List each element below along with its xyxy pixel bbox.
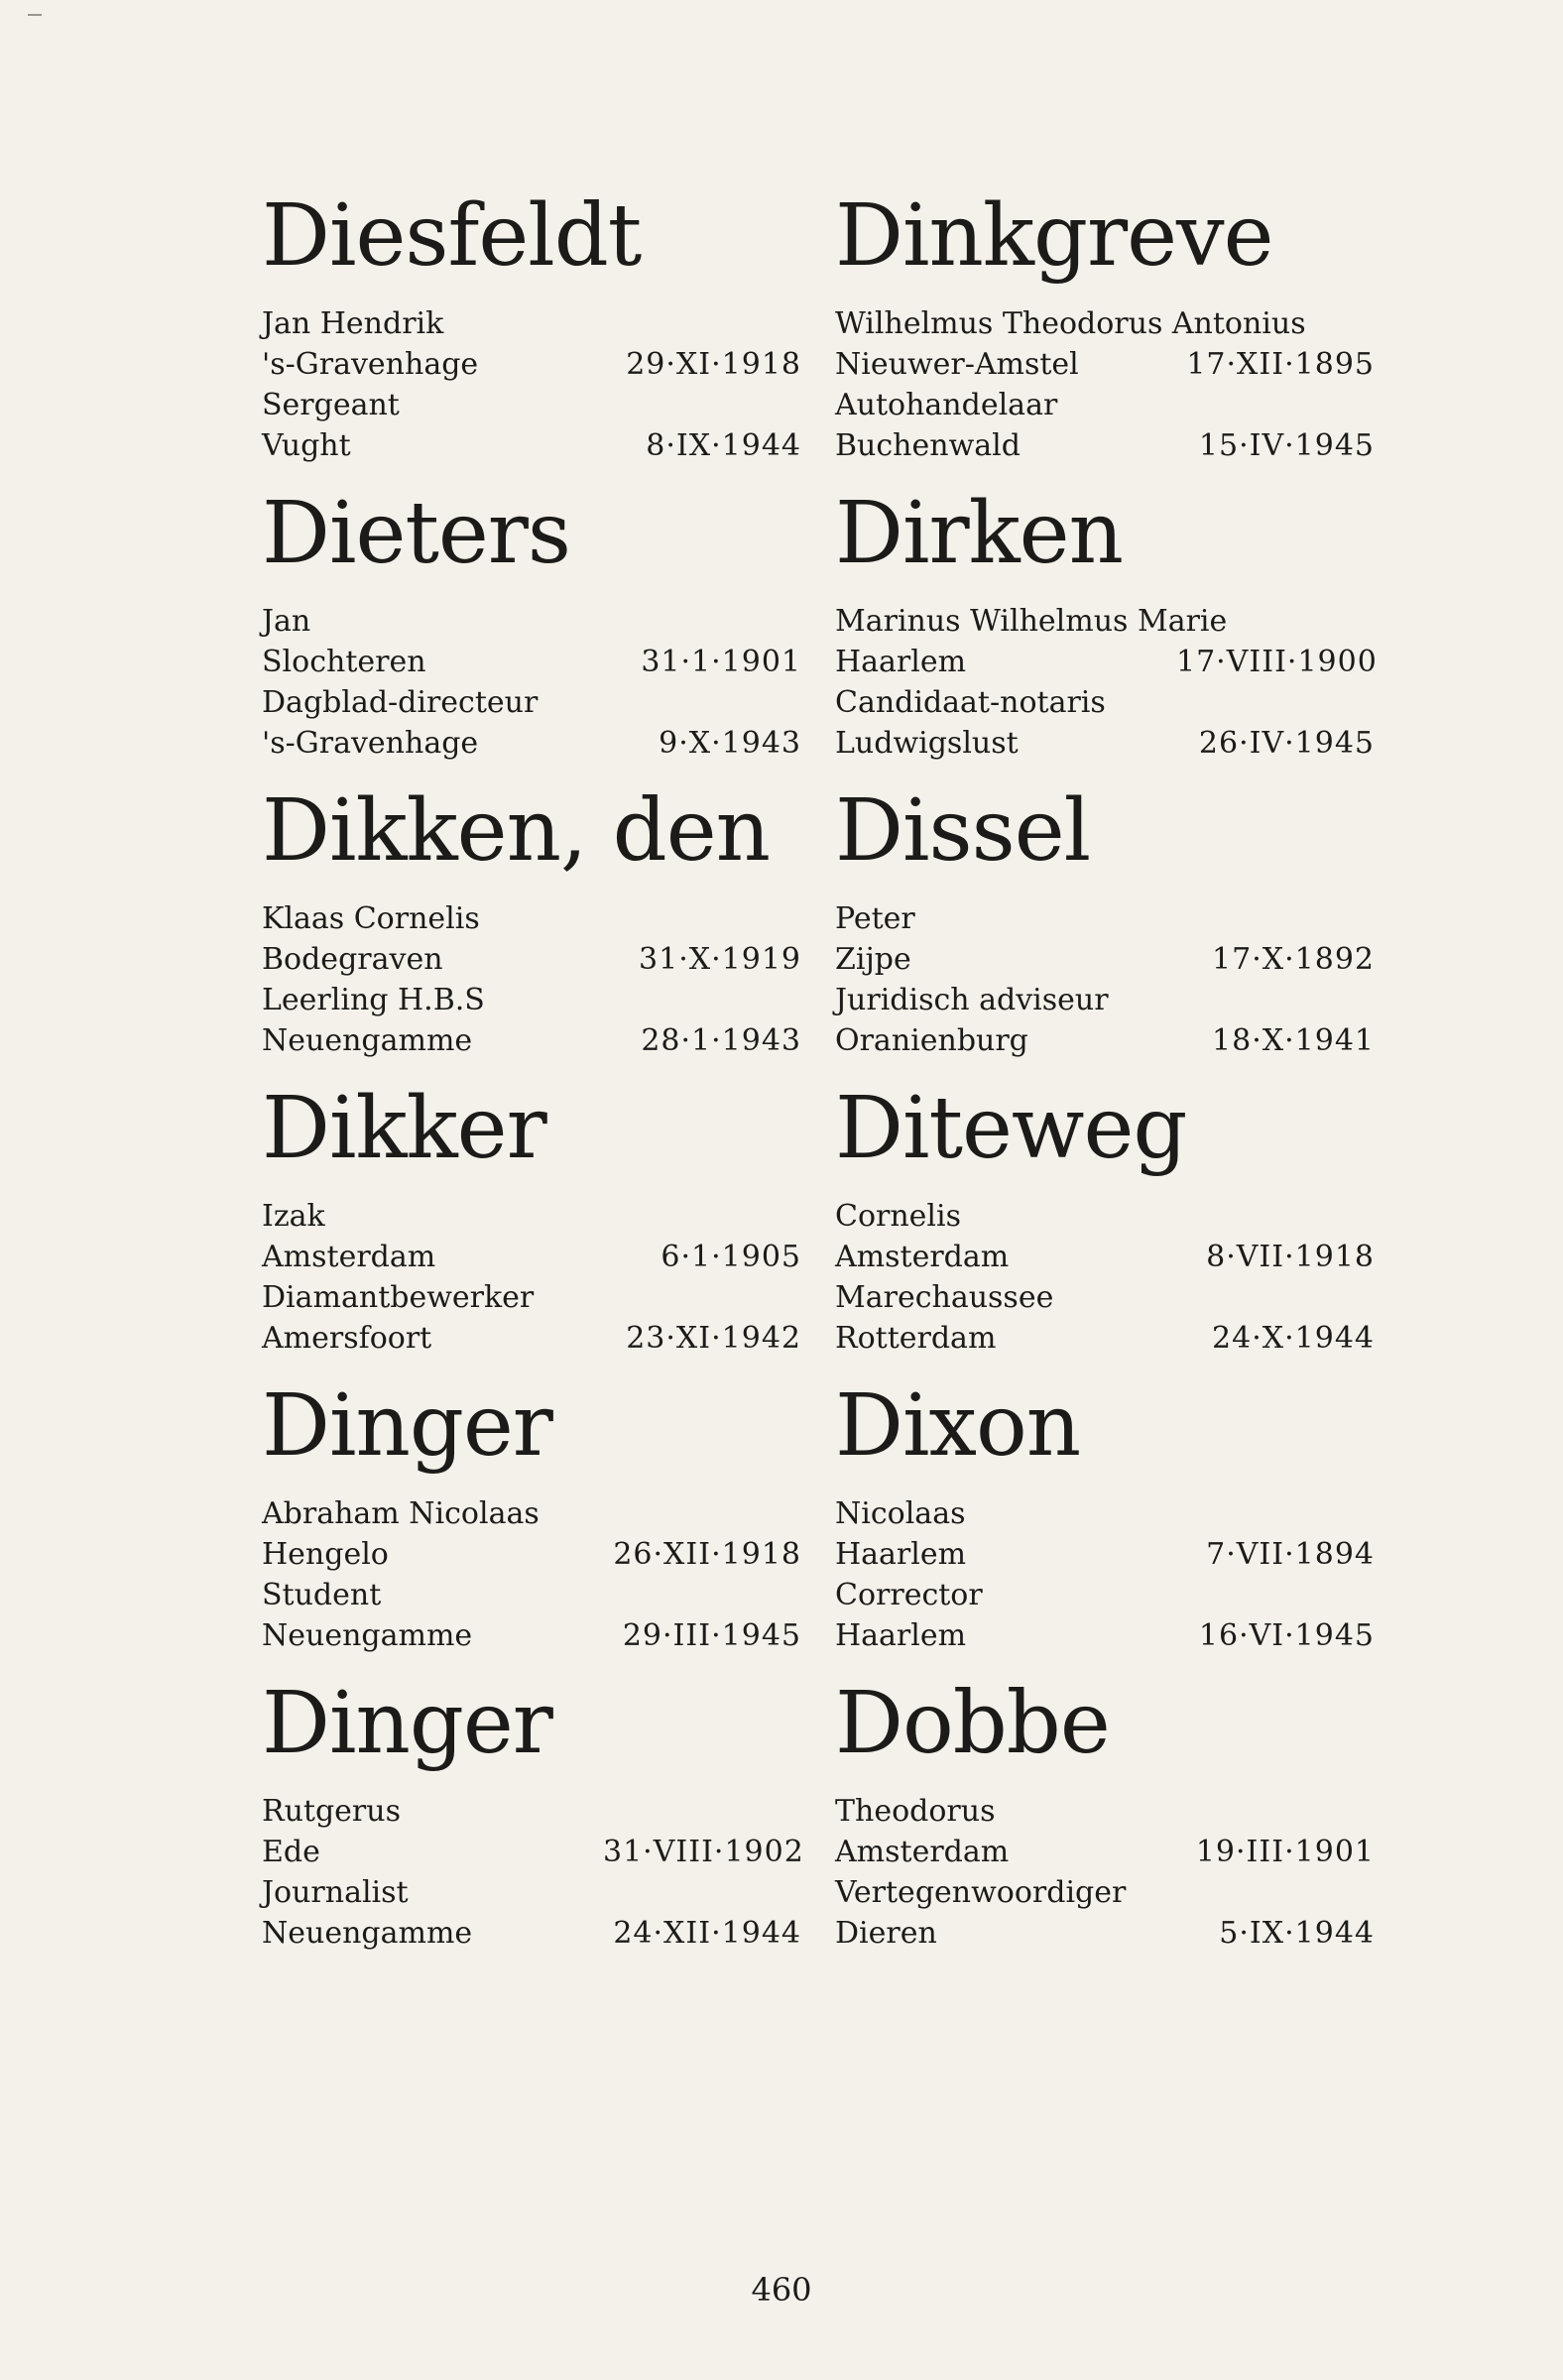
- given-names-row: [262, 601, 801, 642]
- given-names-row: [262, 1196, 801, 1237]
- death-date: 15·IV·1945: [1198, 428, 1375, 463]
- given-names: Marinus Wilhelmus Marie: [835, 604, 1228, 639]
- death-place: Oranienburg: [835, 1023, 1028, 1058]
- occupation-row: [262, 682, 801, 723]
- birth-date: 31·X·1919: [639, 942, 801, 977]
- death-date: 16·VI·1945: [1198, 1618, 1375, 1653]
- name-entry: [226, 781, 801, 1079]
- margin-mark: [28, 14, 42, 16]
- given-names: Izak: [262, 1199, 325, 1234]
- death-place: Haarlem: [835, 1618, 967, 1653]
- occupation: Juridisch adviseur: [835, 983, 1109, 1017]
- birth-place: Nieuwer-Amstel: [835, 347, 1079, 382]
- occupation: Dagblad-directeur: [262, 685, 539, 720]
- death-row: [835, 1615, 1375, 1656]
- death-date: 8·IX·1944: [646, 428, 801, 463]
- name-entry: [799, 1674, 1375, 1971]
- occupation: Leerling H.B.S: [262, 983, 485, 1017]
- name-entry: [226, 1376, 801, 1674]
- birth-place: Haarlem: [835, 645, 967, 679]
- given-names: Jan Hendrik: [262, 306, 444, 341]
- occupation-row: [835, 1277, 1375, 1318]
- given-names-row: [262, 1493, 801, 1534]
- surname-heading: Dissel: [835, 781, 1091, 881]
- birth-row: [835, 1832, 1375, 1872]
- birth-date: 26·XII·1918: [613, 1537, 801, 1572]
- death-place: Vught: [262, 428, 351, 463]
- surname-heading: Dinkgreve: [835, 186, 1273, 286]
- occupation: Corrector: [835, 1578, 983, 1612]
- birth-date: 17·X·1892: [1212, 942, 1375, 977]
- occupation-row: [262, 980, 801, 1020]
- occupation: Marechaussee: [835, 1280, 1054, 1315]
- surname-heading: Dixon: [835, 1376, 1081, 1476]
- birth-date: 31·1·1901: [641, 645, 801, 679]
- death-date: 23·XI·1942: [626, 1321, 801, 1356]
- name-entry: [226, 1674, 804, 1971]
- death-date: 18·X·1941: [1212, 1023, 1375, 1058]
- name-entry: [226, 484, 801, 781]
- given-names: Rutgerus: [262, 1794, 401, 1829]
- given-names: Peter: [835, 901, 915, 936]
- surname-heading: Diesfeldt: [262, 186, 642, 286]
- given-names: Abraham Nicolaas: [262, 1496, 540, 1531]
- given-names: Klaas Cornelis: [262, 901, 480, 936]
- death-place: Neuengamme: [262, 1618, 473, 1653]
- death-row: [835, 425, 1375, 466]
- occupation-row: [835, 1575, 1375, 1615]
- death-place: Neuengamme: [262, 1916, 473, 1951]
- death-row: [262, 1615, 801, 1656]
- given-names-row: [262, 303, 801, 344]
- name-entry: [226, 1079, 801, 1376]
- birth-place: Amsterdam: [835, 1835, 1010, 1869]
- death-row: [262, 1318, 801, 1359]
- birth-row: [262, 344, 801, 385]
- name-entry: [799, 186, 1375, 484]
- death-date: 28·1·1943: [641, 1023, 801, 1058]
- right-column: [799, 186, 1378, 1971]
- birth-row: [262, 1237, 801, 1277]
- left-column: [226, 186, 804, 1971]
- name-entry: [799, 1079, 1375, 1376]
- given-names: Theodorus: [835, 1794, 996, 1829]
- given-names: Nicolaas: [835, 1496, 966, 1531]
- name-entry: [799, 484, 1378, 781]
- given-names-row: [835, 898, 1375, 939]
- death-date: 29·III·1945: [622, 1618, 801, 1653]
- surname-heading: Dirken: [835, 484, 1123, 583]
- death-date: 24·XII·1944: [613, 1916, 801, 1951]
- surname-heading: Dikken, den: [262, 781, 770, 881]
- given-names: Wilhelmus Theodorus Antonius: [835, 306, 1306, 341]
- birth-place: 's-Gravenhage: [262, 347, 479, 382]
- surname-heading: Dinger: [262, 1674, 552, 1773]
- birth-row: [835, 344, 1375, 385]
- occupation: Student: [262, 1578, 382, 1612]
- birth-date: 29·XI·1918: [626, 347, 801, 382]
- death-date: 24·X·1944: [1212, 1321, 1375, 1356]
- birth-place: Haarlem: [835, 1537, 967, 1572]
- given-names-row: [835, 303, 1375, 344]
- occupation: Diamantbewerker: [262, 1280, 535, 1315]
- death-place: Neuengamme: [262, 1023, 473, 1058]
- name-entry: [226, 186, 801, 484]
- birth-row: [835, 939, 1375, 980]
- given-names-row: [835, 1791, 1375, 1832]
- surname-heading: Dinger: [262, 1376, 552, 1476]
- given-names-row: [835, 1493, 1375, 1534]
- death-place: Dieren: [835, 1916, 937, 1951]
- birth-row: [262, 1832, 804, 1872]
- given-names-row: [262, 1791, 801, 1832]
- birth-place: Zijpe: [835, 942, 911, 977]
- birth-place: Bodegraven: [262, 942, 443, 977]
- death-row: [835, 1913, 1375, 1954]
- occupation: Autohandelaar: [835, 388, 1058, 422]
- birth-row: [262, 642, 801, 682]
- birth-place: Ede: [262, 1835, 320, 1869]
- occupation-row: [262, 1575, 801, 1615]
- birth-row: [835, 1534, 1375, 1575]
- occupation: Vertegenwoordiger: [835, 1875, 1127, 1910]
- death-row: [262, 1913, 801, 1954]
- occupation-row: [262, 385, 801, 425]
- death-row: [835, 1318, 1375, 1359]
- birth-row: [262, 939, 801, 980]
- surname-heading: Dikker: [262, 1079, 546, 1178]
- occupation-row: [835, 385, 1375, 425]
- birth-date: 17·VIII·1900: [1176, 645, 1378, 679]
- occupation-row: [262, 1872, 801, 1913]
- birth-date: 6·1·1905: [661, 1240, 801, 1274]
- birth-place: Amsterdam: [262, 1240, 436, 1274]
- occupation-row: [835, 682, 1375, 723]
- birth-date: 19·III·1901: [1195, 1835, 1375, 1869]
- death-place: Amersfoort: [262, 1321, 432, 1356]
- page-number: 460: [751, 2271, 812, 2309]
- birth-row: [835, 1237, 1375, 1277]
- death-row: [835, 1020, 1375, 1061]
- surname-heading: Dobbe: [835, 1674, 1110, 1773]
- surname-heading: Diteweg: [835, 1079, 1187, 1178]
- death-row: [262, 425, 801, 466]
- death-place: Ludwigslust: [835, 726, 1019, 761]
- occupation-row: [835, 1872, 1375, 1913]
- birth-place: Slochteren: [262, 645, 426, 679]
- birth-date: 7·VII·1894: [1206, 1537, 1375, 1572]
- death-row: [262, 1020, 801, 1061]
- occupation-row: [262, 1277, 801, 1318]
- given-names-row: [835, 601, 1375, 642]
- occupation: Candidaat-notaris: [835, 685, 1106, 720]
- death-date: 9·X·1943: [659, 726, 801, 761]
- birth-row: [262, 1534, 801, 1575]
- death-place: Buchenwald: [835, 428, 1021, 463]
- death-row: [262, 723, 801, 764]
- given-names-row: [835, 1196, 1375, 1237]
- birth-date: 8·VII·1918: [1206, 1240, 1375, 1274]
- death-row: [835, 723, 1375, 764]
- death-place: Rotterdam: [835, 1321, 997, 1356]
- birth-date: 31·VIII·1902: [603, 1835, 804, 1869]
- birth-place: Hengelo: [262, 1537, 389, 1572]
- name-entry: [799, 1376, 1375, 1674]
- given-names: Cornelis: [835, 1199, 962, 1234]
- birth-date: 17·XII·1895: [1186, 347, 1375, 382]
- occupation: Journalist: [262, 1875, 409, 1910]
- occupation-row: [835, 980, 1375, 1020]
- name-entry: [799, 781, 1375, 1079]
- birth-place: Amsterdam: [835, 1240, 1010, 1274]
- surname-heading: Dieters: [262, 484, 571, 583]
- given-names-row: [262, 898, 801, 939]
- death-date: 5·IX·1944: [1219, 1916, 1375, 1951]
- given-names: Jan: [262, 604, 311, 639]
- birth-row: [835, 642, 1378, 682]
- occupation: Sergeant: [262, 388, 400, 422]
- death-date: 26·IV·1945: [1198, 726, 1375, 761]
- death-place: 's-Gravenhage: [262, 726, 479, 761]
